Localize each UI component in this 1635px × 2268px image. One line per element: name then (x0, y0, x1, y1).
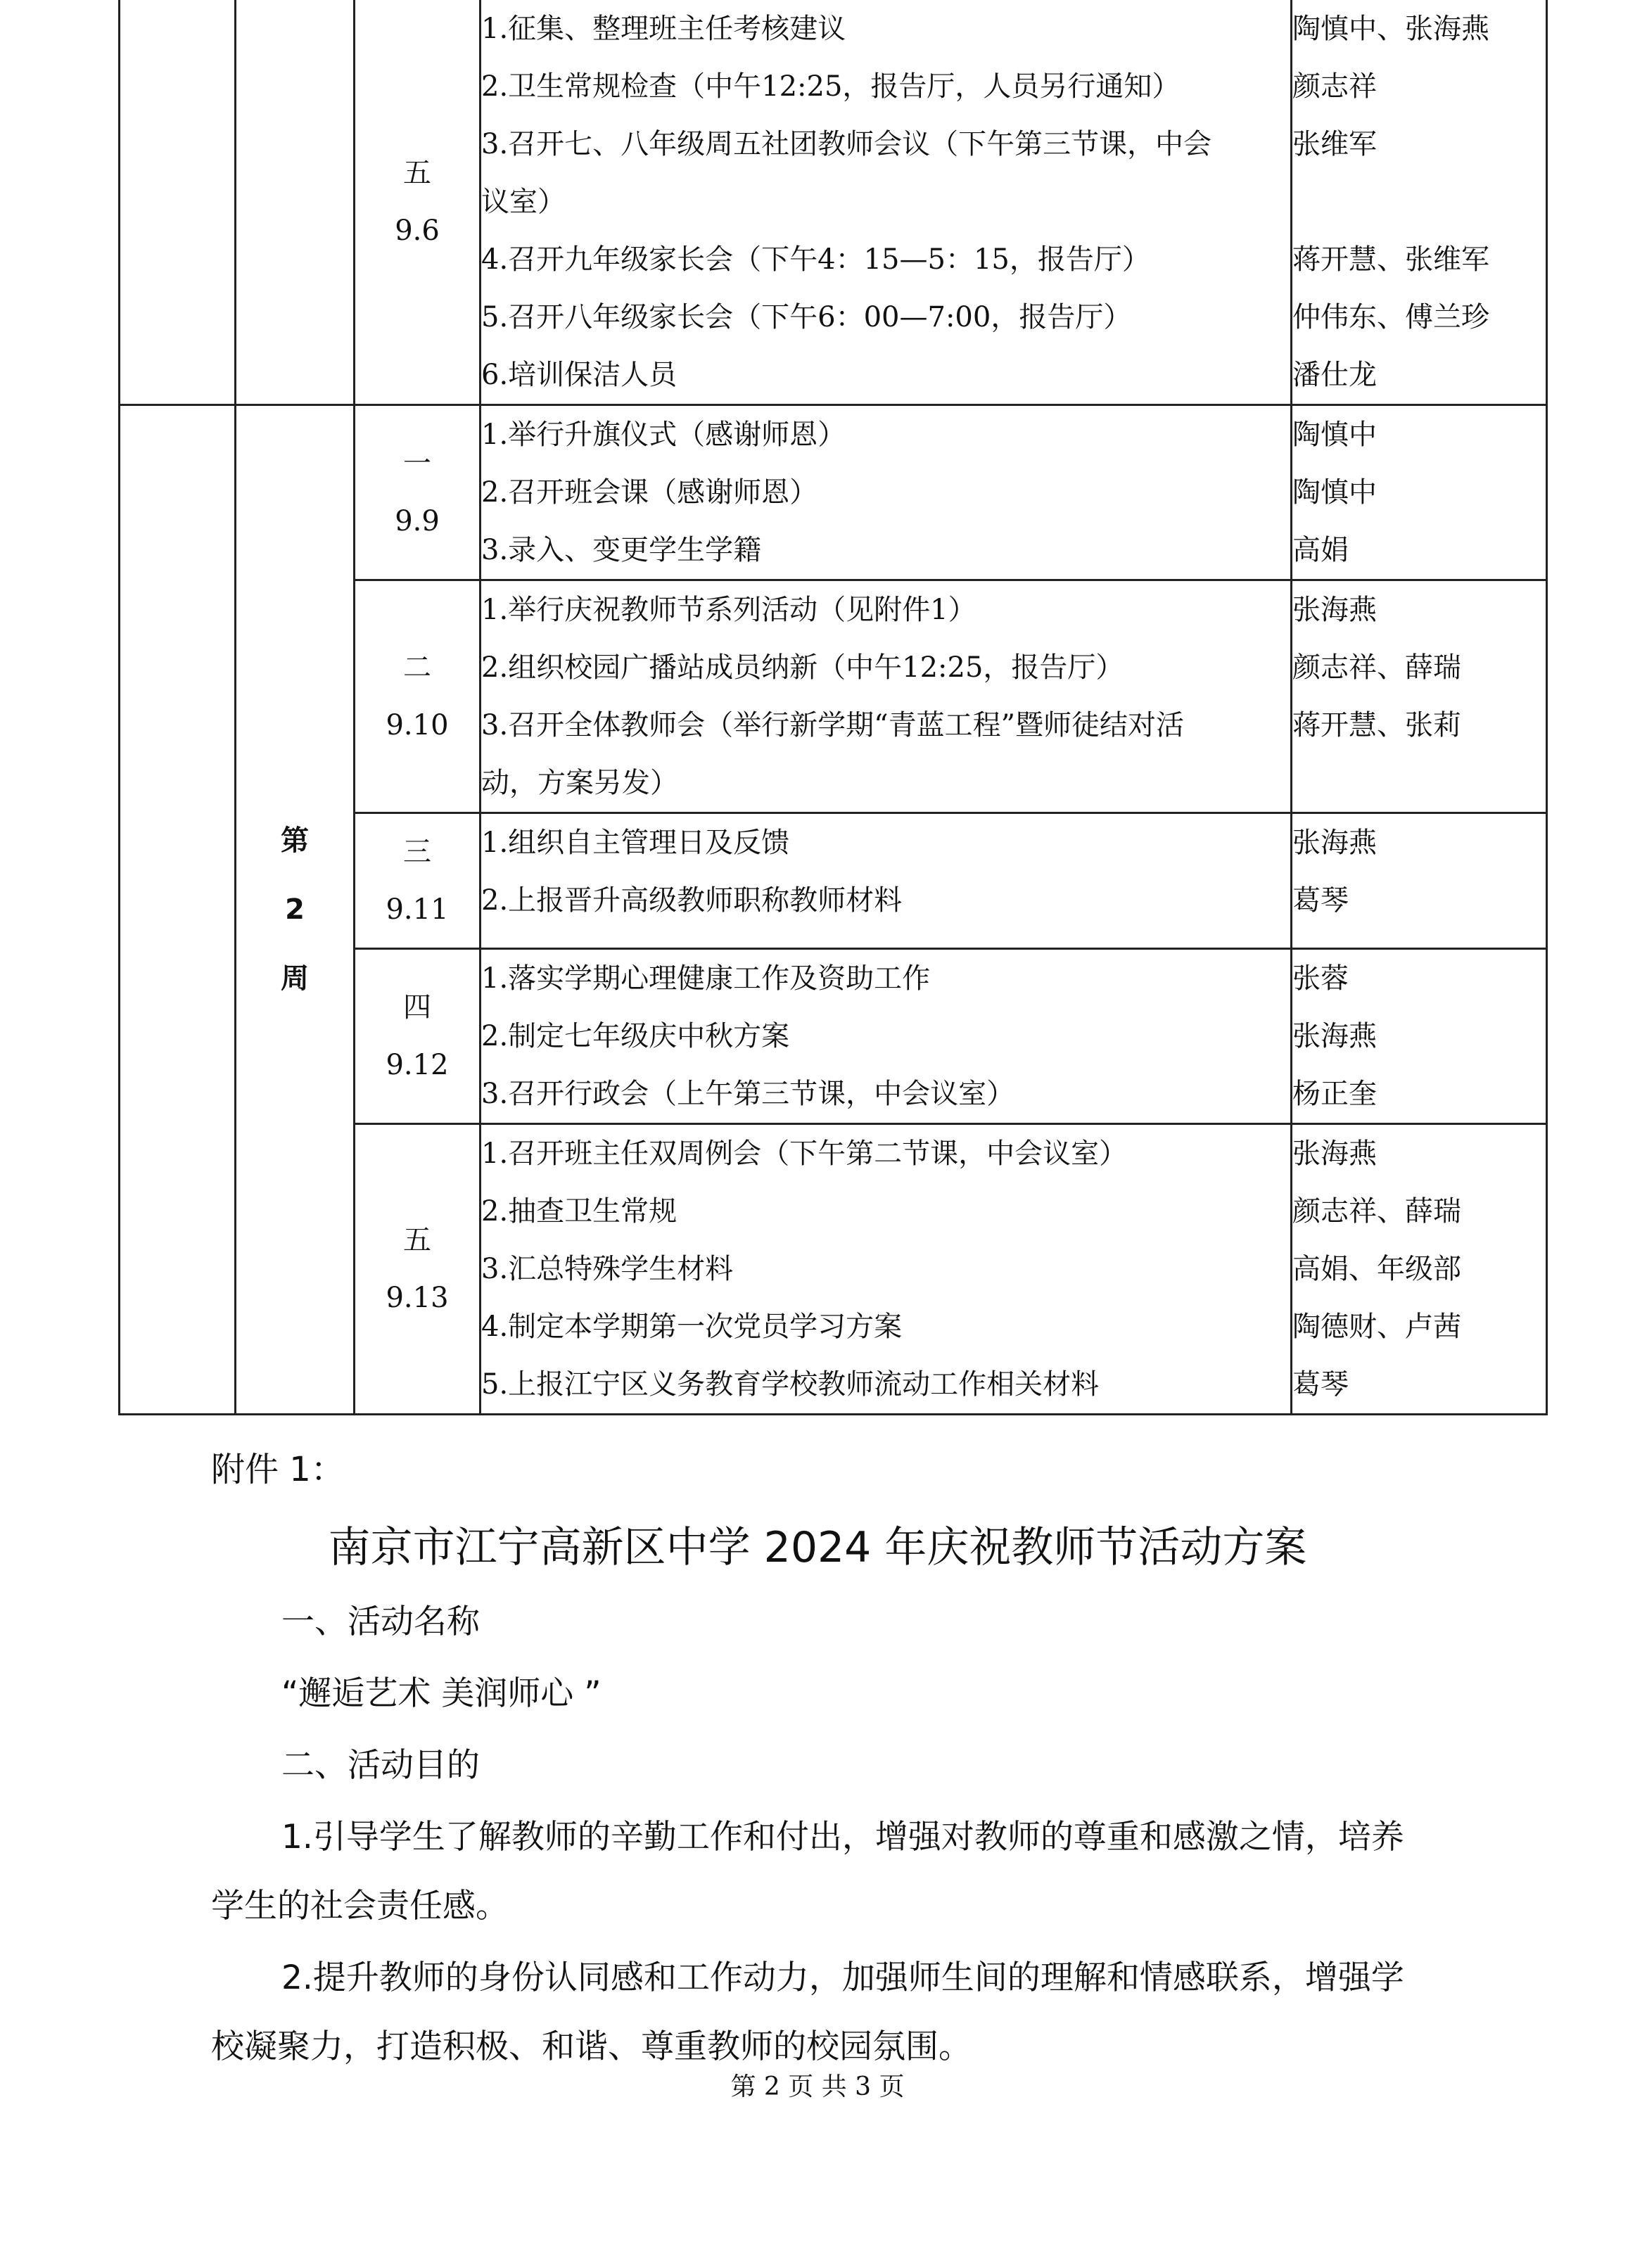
list-item: 2.组织校园广播站成员纳新（中午12:25，报告厅） (481, 651, 1124, 684)
responsible-person: 蒋开慧、张维军 (1292, 243, 1489, 276)
paragraph-line: 学生的社会责任感。 (211, 1887, 509, 1925)
list-item: 3.召开七、八年级周五社团教师会议（下午第三节课，中会 (481, 128, 1212, 160)
day-label: 三 (403, 836, 431, 868)
responsible-person: 颜志祥、薛瑞 (1292, 651, 1461, 684)
paragraph-line: 校凝聚力，打造积极、和谐、尊重教师的校园氛围。 (211, 2027, 972, 2066)
responsible-person: 葛琴 (1292, 1368, 1349, 1401)
responsible-person: 张海燕 (1292, 594, 1377, 626)
responsible-cell (1292, 405, 1547, 580)
list-item: 议室） (481, 186, 566, 218)
section-heading: 二、活动目的 (281, 1746, 480, 1785)
items-cell (481, 949, 1292, 1124)
items-cell (481, 1124, 1292, 1415)
table-row (120, 0, 1547, 405)
responsible-cell (1292, 813, 1547, 949)
items-cell (481, 405, 1292, 580)
list-item: 4.制定本学期第一次党员学习方案 (481, 1311, 903, 1343)
list-item: 2.卫生常规检查（中午12:25，报告厅，人员另行通知） (481, 70, 1181, 103)
responsible-person: 杨正奎 (1292, 1078, 1377, 1110)
day-cell (355, 405, 481, 580)
list-item: 动，方案另发） (481, 767, 678, 799)
table-row (120, 405, 1547, 580)
date-label: 9.13 (386, 1282, 449, 1314)
page-footer: 第 2 页 共 3 页 (730, 2072, 905, 2101)
list-item: 1.召开班主任双周例会（下午第二节课，中会议室） (481, 1138, 1128, 1170)
responsible-person: 陶慎中 (1292, 476, 1377, 509)
responsible-person: 陶德财、卢茜 (1292, 1311, 1461, 1343)
responsible-cell (1292, 0, 1547, 405)
attachment-label: 附件 1： (211, 1450, 345, 1489)
day-cell (355, 580, 481, 813)
list-item: 1.落实学期心理健康工作及资助工作 (481, 962, 931, 995)
list-item: 1.举行庆祝教师节系列活动（见附件1） (481, 594, 976, 626)
list-item: 2.制定七年级庆中秋方案 (481, 1020, 790, 1052)
responsible-person: 张维军 (1292, 128, 1377, 160)
day-label: 五 (403, 1224, 431, 1256)
list-item: 1.组织自主管理日及反馈 (481, 827, 790, 859)
day-cell (355, 949, 481, 1124)
items-cell (481, 580, 1292, 813)
date-label: 9.12 (386, 1049, 449, 1081)
responsible-person: 陶慎中 (1292, 419, 1377, 451)
day-label: 五 (403, 157, 431, 189)
responsible-person: 高娟 (1292, 534, 1349, 566)
responsible-person: 张蓉 (1292, 962, 1349, 995)
list-item: 2.抽查卫生常规 (481, 1195, 677, 1228)
blank-week-cell (120, 405, 236, 1415)
week-label: 周 (281, 962, 309, 995)
date-label: 9.6 (395, 215, 440, 247)
date-label: 9.9 (395, 505, 440, 537)
items-cell (481, 0, 1292, 405)
list-item: 1.征集、整理班主任考核建议 (481, 13, 846, 45)
list-item: 3.召开行政会（上午第三节课，中会议室） (481, 1078, 1015, 1110)
list-item: 4.召开九年级家长会（下午4：15—5：15，报告厅） (481, 243, 1150, 276)
responsible-cell (1292, 1124, 1547, 1415)
responsible-person (1292, 173, 1546, 231)
responsible-person: 张海燕 (1292, 1138, 1377, 1170)
blank-week-cell (120, 0, 236, 405)
responsible-person: 张海燕 (1292, 1020, 1377, 1052)
responsible-person: 陶慎中、张海燕 (1292, 13, 1489, 45)
list-item: 5.上报江宁区义务教育学校教师流动工作相关材料 (481, 1368, 1100, 1401)
list-item: 3.录入、变更学生学籍 (481, 534, 762, 566)
responsible-person: 颜志祥 (1292, 70, 1377, 103)
paragraph-line: 1.引导学生了解教师的辛勤工作和付出，增强对教师的尊重和感激之情，培养 (281, 1818, 1404, 1856)
responsible-person: 高娟、年级部 (1292, 1253, 1461, 1285)
day-cell (355, 0, 481, 405)
list-item: 6.培训保洁人员 (481, 359, 677, 391)
list-item: 1.举行升旗仪式（感谢师恩） (481, 419, 846, 451)
responsible-person: 颜志祥、薛瑞 (1292, 1195, 1461, 1228)
list-item: 3.召开全体教师会（举行新学期“青蓝工程”暨师徒结对活 (481, 709, 1185, 741)
responsible-cell (1292, 580, 1547, 813)
responsible-person: 蒋开慧、张莉 (1292, 709, 1461, 741)
week-label: 第 (281, 824, 309, 857)
list-item: 3.汇总特殊学生材料 (481, 1253, 734, 1285)
list-item: 2.召开班会课（感谢师恩） (481, 476, 818, 509)
items-cell (481, 813, 1292, 949)
paragraph-line: 2.提升教师的身份认同感和工作动力，加强师生间的理解和情感联系，增强学 (281, 1958, 1404, 1997)
responsible-person: 张海燕 (1292, 827, 1377, 859)
week-label-cell (236, 405, 355, 1415)
section-heading: 一、活动名称 (281, 1603, 480, 1641)
list-item: 5.召开八年级家长会（下午6：00—7:00，报告厅） (481, 301, 1132, 333)
activity-name: “邂逅艺术 美润师心 ” (281, 1674, 602, 1713)
day-label: 四 (403, 991, 431, 1024)
blank-week-cell (236, 0, 355, 405)
date-label: 9.11 (386, 893, 449, 926)
week-label: 2 (285, 893, 305, 926)
list-item: 2.上报晋升高级教师职称教师材料 (481, 884, 903, 917)
responsible-cell (1292, 949, 1547, 1124)
schedule-table (118, 0, 1548, 1415)
responsible-person: 仲伟东、傅兰珍 (1292, 301, 1489, 333)
date-label: 9.10 (386, 709, 449, 741)
responsible-person (1292, 754, 1546, 812)
responsible-person: 葛琴 (1292, 884, 1349, 917)
day-cell (355, 813, 481, 949)
day-label: 二 (403, 651, 431, 684)
plan-title: 南京市江宁高新区中学 2024 年庆祝教师节活动方案 (328, 1523, 1307, 1572)
day-label: 一 (403, 447, 431, 480)
day-cell (355, 1124, 481, 1415)
responsible-person: 潘仕龙 (1292, 359, 1377, 391)
